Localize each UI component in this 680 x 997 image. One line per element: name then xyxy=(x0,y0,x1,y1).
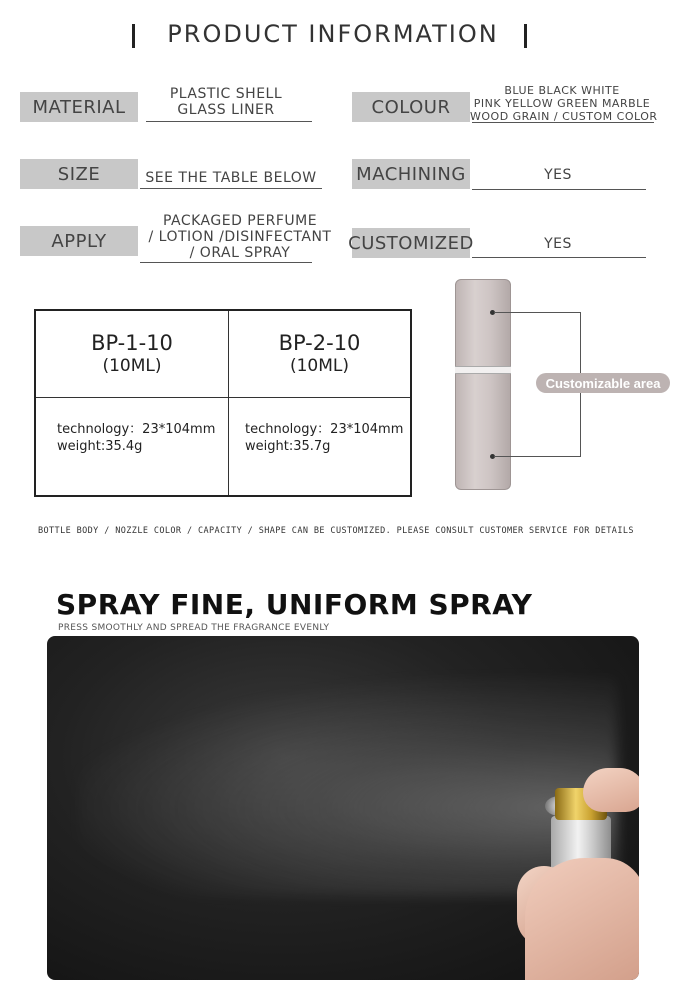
colour-line-3: WOOD GRAIN / CUSTOM COLOR xyxy=(470,110,658,123)
callout-line-bottom xyxy=(494,456,580,457)
colour-line-1: BLUE BLACK WHITE xyxy=(504,84,620,97)
section-header xyxy=(0,20,680,54)
table-body-cell-1 xyxy=(57,421,215,455)
table-row-divider xyxy=(36,397,410,398)
spray-mist xyxy=(77,676,617,896)
finger xyxy=(583,768,639,812)
colour-value xyxy=(470,84,658,123)
customized-label: CUSTOMIZED xyxy=(352,228,470,258)
material-value xyxy=(140,86,312,118)
header-bar-right xyxy=(524,24,527,48)
model-name: BP-1-10 xyxy=(91,331,173,355)
material-line-1: PLASTIC SHELL xyxy=(169,86,283,102)
apply-line-3: / ORAL SPRAY xyxy=(189,245,291,261)
colour-underline xyxy=(472,122,654,123)
apply-label: APPLY xyxy=(20,226,138,256)
header-bar-left xyxy=(132,24,135,48)
machining-value xyxy=(470,167,646,183)
model-weight: weight:35.4g xyxy=(57,439,143,454)
spray-subtitle: PRESS SMOOTHLY AND SPREAD THE FRAGRANCE EVENLY xyxy=(58,623,330,633)
spray-title: SPRAY FINE, UNIFORM SPRAY xyxy=(56,588,533,621)
model-technology: technology：23*104mm xyxy=(245,422,404,437)
size-underline xyxy=(140,188,322,189)
colour-label: COLOUR xyxy=(352,92,470,122)
material-line-2: GLASS LINER xyxy=(177,102,275,118)
bottle-diagram xyxy=(455,279,511,490)
apply-line-1: PACKAGED PERFUME xyxy=(162,213,318,229)
colour-line-2: PINK YELLOW GREEN MARBLE xyxy=(473,97,651,110)
spec-table xyxy=(34,309,412,497)
size-label: SIZE xyxy=(20,159,138,189)
customized-value xyxy=(470,236,646,252)
model-name: BP-2-10 xyxy=(278,331,361,355)
customized-line-1: YES xyxy=(544,236,572,252)
model-weight: weight:35.7g xyxy=(245,439,331,454)
table-header-cell-2 xyxy=(229,311,410,397)
apply-line-2: / LOTION /DISINFECTANT xyxy=(148,229,332,245)
apply-underline xyxy=(140,262,312,263)
machining-line-1: YES xyxy=(544,167,572,183)
material-label: MATERIAL xyxy=(20,92,138,122)
customization-note: BOTTLE BODY / NOZZLE COLOR / CAPACITY / SHAPE CAN BE CUSTOMIZED. PLEASE CONSULT CUSTOMER SERVICE FOR DETAILS xyxy=(38,526,634,536)
table-body-cell-2 xyxy=(245,421,403,455)
size-value xyxy=(138,170,324,186)
size-line-1: SEE THE TABLE BELOW xyxy=(145,170,317,186)
spray-photo xyxy=(47,636,639,980)
machining-underline xyxy=(472,189,646,190)
model-technology: technology：23*104mm xyxy=(57,422,216,437)
page-title: PRODUCT INFORMATION xyxy=(167,20,499,48)
machining-label: MACHINING xyxy=(352,159,470,189)
hand xyxy=(525,858,639,980)
table-header-cell-1 xyxy=(36,311,228,397)
bottle-ring xyxy=(455,366,511,374)
callout-line-top xyxy=(494,312,580,313)
apply-value xyxy=(138,213,342,261)
customized-underline xyxy=(472,257,646,258)
material-underline xyxy=(146,121,312,122)
customizable-area-label: Customizable area xyxy=(536,373,670,393)
model-capacity: (10ML) xyxy=(102,356,162,376)
model-capacity: (10ML) xyxy=(289,356,350,376)
